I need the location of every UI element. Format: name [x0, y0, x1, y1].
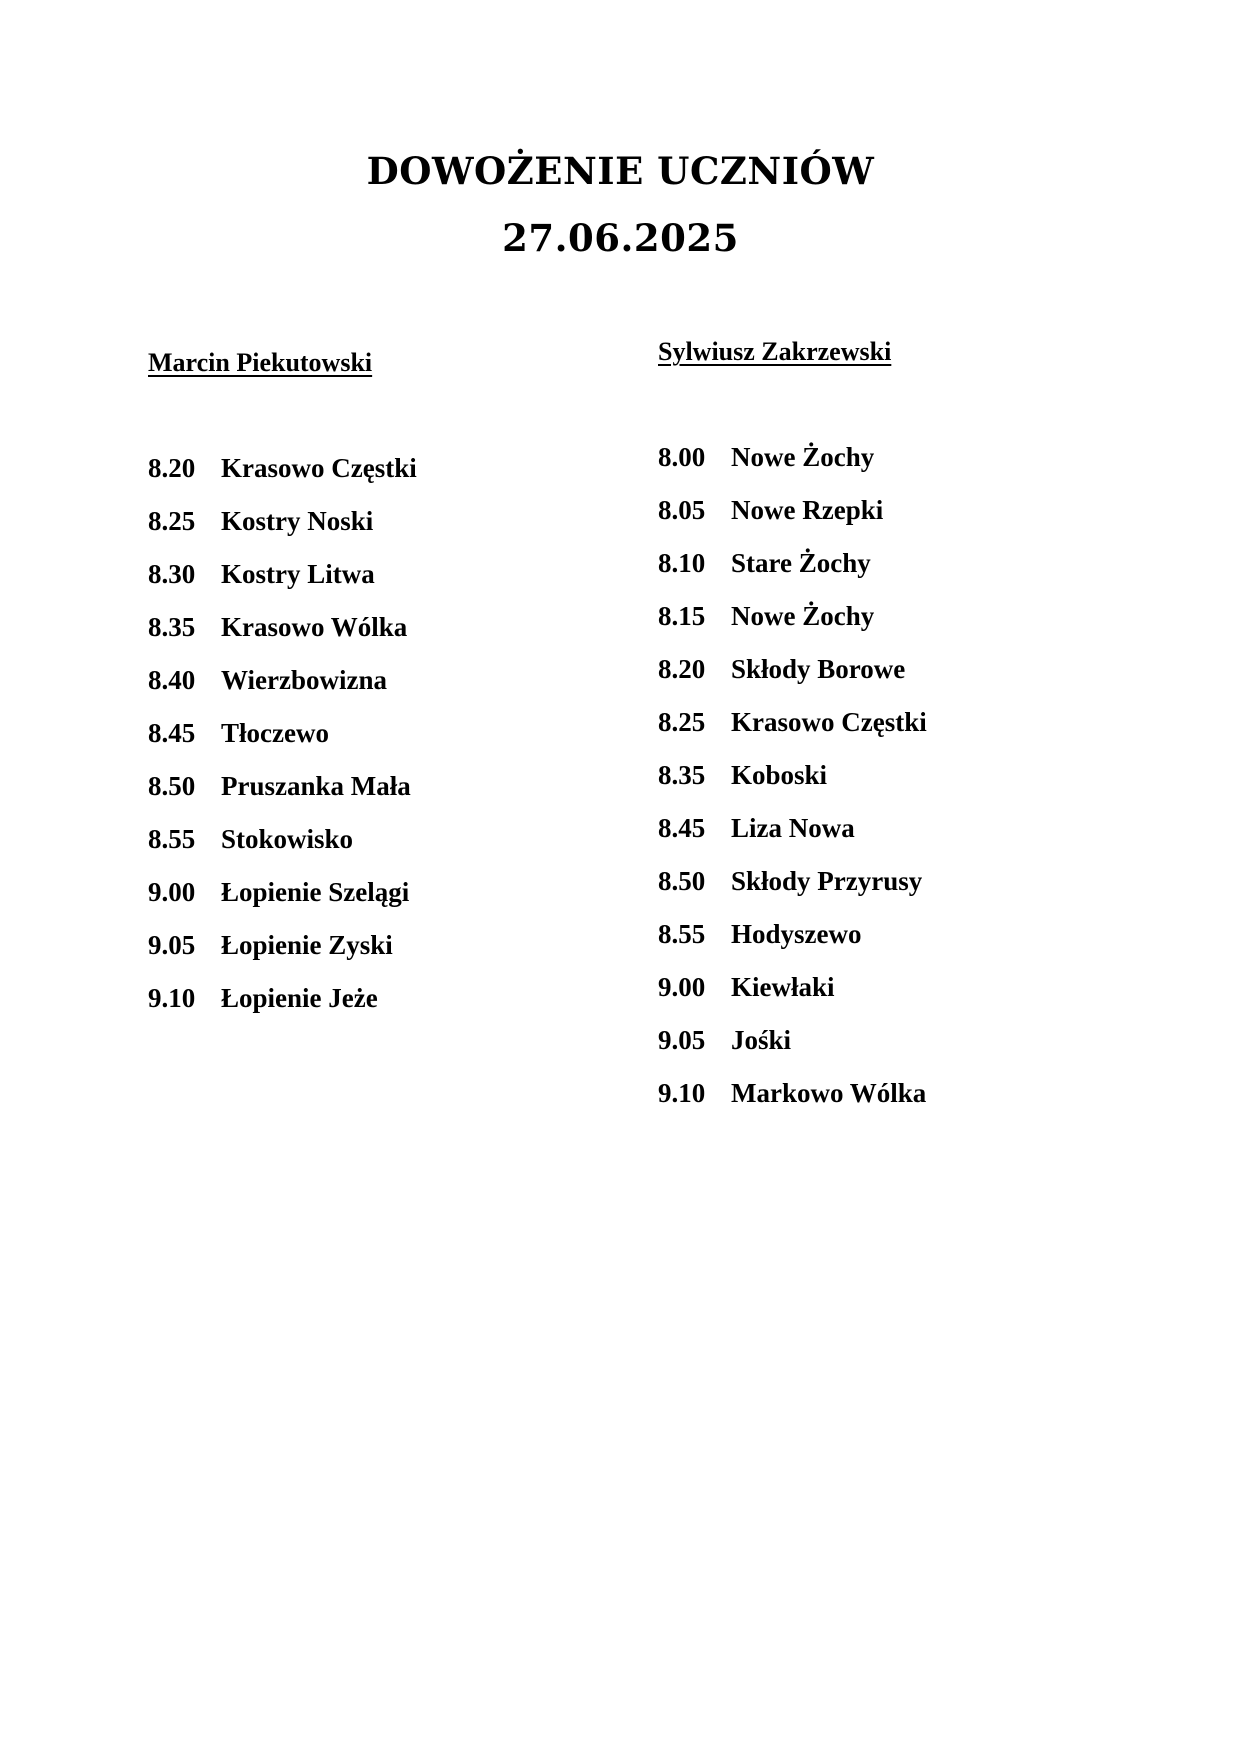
stop-place: Kiewłaki — [731, 972, 835, 1002]
route-stop — [658, 1027, 927, 1080]
stop-place: Tłoczewo — [221, 718, 329, 748]
stop-place: Pruszanka Mała — [221, 771, 411, 801]
stop-place: Krasowo Wólka — [221, 612, 408, 642]
stop-place: Nowe Żochy — [731, 442, 875, 472]
stop-time: 8.05 — [658, 495, 706, 525]
stop-place: Jośki — [731, 1025, 792, 1055]
stop-place: Nowe Rzepki — [731, 495, 884, 525]
stop-time: 9.00 — [658, 972, 706, 1002]
route-stop — [658, 921, 927, 974]
route-stop — [148, 985, 417, 1038]
stop-place: Stokowisko — [221, 824, 354, 854]
route-stop — [148, 879, 417, 932]
route-stops-right — [658, 444, 927, 1133]
stop-time: 8.55 — [148, 824, 196, 854]
stop-place: Krasowo Częstki — [221, 453, 417, 483]
stop-place: Łopienie Zyski — [221, 930, 393, 960]
route-stop — [658, 1080, 927, 1133]
stop-time: 8.35 — [148, 612, 196, 642]
stop-time: 8.10 — [658, 548, 706, 578]
route-stop — [148, 826, 417, 879]
stop-time: 8.25 — [148, 506, 196, 536]
stop-place: Hodyszewo — [731, 919, 862, 949]
route-stop — [658, 762, 927, 815]
stop-time: 9.10 — [658, 1078, 706, 1108]
route-stop — [658, 815, 927, 868]
route-stop — [658, 550, 927, 603]
stop-place: Łopienie Szelągi — [221, 877, 410, 907]
route-stop — [148, 561, 417, 614]
page-title: DOWOŻENIE UCZNIÓW — [366, 149, 875, 193]
stop-time: 8.35 — [658, 760, 706, 790]
route-stop — [148, 773, 417, 826]
stop-place: Liza Nowa — [731, 813, 855, 843]
stop-place: Skłody Borowe — [731, 654, 906, 684]
route-stop — [148, 720, 417, 773]
stop-time: 9.10 — [148, 983, 196, 1013]
stop-place: Markowo Wólka — [731, 1078, 927, 1108]
stop-time: 8.50 — [148, 771, 196, 801]
stop-time: 8.55 — [658, 919, 706, 949]
route-stop — [658, 709, 927, 762]
stop-time: 8.15 — [658, 601, 706, 631]
route-stop — [658, 656, 927, 709]
stop-time: 8.50 — [658, 866, 706, 896]
stop-time: 9.05 — [148, 930, 196, 960]
stop-place: Łopienie Jeże — [221, 983, 378, 1013]
route-stop — [148, 614, 417, 667]
stop-time: 9.00 — [148, 877, 196, 907]
stop-time: 8.45 — [148, 718, 196, 748]
route-stop — [658, 497, 927, 550]
route-stop — [148, 932, 417, 985]
route-stop — [148, 455, 417, 508]
stop-time: 8.00 — [658, 442, 706, 472]
stop-place: Nowe Żochy — [731, 601, 875, 631]
stop-place: Skłody Przyrusy — [731, 866, 923, 896]
stop-time: 8.45 — [658, 813, 706, 843]
stop-place: Krasowo Częstki — [731, 707, 927, 737]
route-stop — [148, 667, 417, 720]
stop-time: 8.20 — [658, 654, 706, 684]
route-stop — [658, 868, 927, 921]
stop-time: 8.30 — [148, 559, 196, 589]
route-stop — [658, 444, 927, 497]
stop-place: Stare Żochy — [731, 548, 871, 578]
driver-name-right: Sylwiusz Zakrzewski — [658, 337, 892, 366]
stop-time: 8.40 — [148, 665, 196, 695]
route-stop — [658, 974, 927, 1027]
route-stop — [658, 603, 927, 656]
stop-place: Kostry Noski — [221, 506, 374, 536]
driver-name-left: Marcin Piekutowski — [148, 348, 373, 377]
page-date: 27.06.2025 — [502, 216, 739, 260]
route-stop — [148, 508, 417, 561]
stop-time: 8.25 — [658, 707, 706, 737]
stop-time: 8.20 — [148, 453, 196, 483]
stop-place: Koboski — [731, 760, 828, 790]
stop-place: Kostry Litwa — [221, 559, 375, 589]
route-stops-left — [148, 455, 417, 1038]
stop-place: Wierzbowizna — [221, 665, 387, 695]
stop-time: 9.05 — [658, 1025, 706, 1055]
